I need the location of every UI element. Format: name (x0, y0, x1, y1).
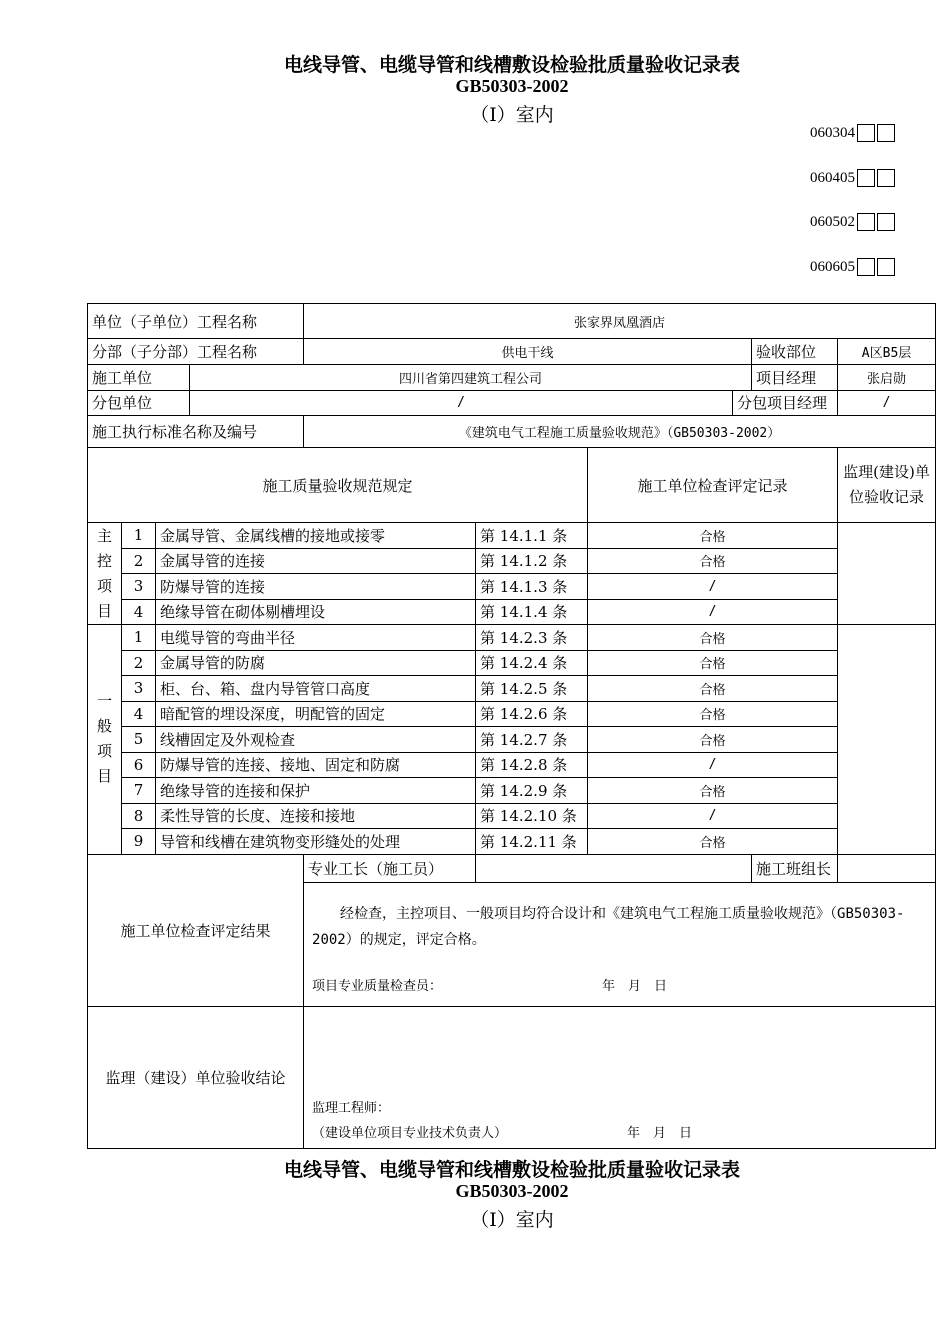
foreman-label: 专业工长（施工员） (304, 854, 476, 883)
code-checkbox[interactable] (857, 258, 875, 276)
code-number: 060304 (810, 125, 855, 141)
row-number: 3 (122, 574, 156, 600)
clause-ref: 第 14.1.4 条 (476, 599, 588, 625)
table-row (88, 803, 936, 829)
page-title: 电线导管、电缆导管和线槽敷设检验批质量验收记录表 (283, 54, 740, 76)
row-number: 1 (122, 625, 156, 651)
row-number: 4 (122, 701, 156, 727)
table-row (88, 752, 936, 778)
supervisor-header: 监理(建设)单位验收记录 (838, 448, 936, 523)
row-number: 2 (122, 650, 156, 676)
clause-ref: 第 14.2.5 条 (476, 676, 588, 702)
item-text: 绝缘导管在砌体剔槽埋设 (156, 599, 476, 625)
item-text: 导管和线槽在建筑物变形缝处的处理 (156, 829, 476, 855)
sub-value[interactable]: / (190, 390, 733, 416)
result-value[interactable]: / (588, 599, 838, 625)
evaluation-conclusion: 经检查，主控项目、一般项目均符合设计和《建筑电气工程施工质量验收规范》（GB50303-2002）的规定，评定合格。 (312, 906, 905, 948)
row-number: 7 (122, 778, 156, 804)
result-value[interactable]: / (588, 752, 838, 778)
main-items-label: 主控项目 (97, 526, 113, 620)
item-text: 防爆导管的连接、接地、固定和防腐 (156, 752, 476, 778)
result-value[interactable]: 合格 (588, 548, 838, 574)
table-row (88, 701, 936, 727)
table-row (88, 650, 936, 676)
team-leader-label: 施工班组长 (752, 854, 838, 883)
item-text: 绝缘导管的连接和保护 (156, 778, 476, 804)
result-value[interactable]: 合格 (588, 523, 838, 549)
row-number: 8 (122, 803, 156, 829)
sub-manager-label: 分包项目经理 (733, 390, 838, 416)
code-row-4 (810, 258, 895, 276)
part-label: 验收部位 (752, 339, 838, 365)
result-value[interactable]: / (588, 803, 838, 829)
clause-ref: 第 14.2.4 条 (476, 650, 588, 676)
item-text: 防爆导管的连接 (156, 574, 476, 600)
footer-standard: GB50303-2002 (455, 1181, 569, 1201)
foreman-value[interactable] (476, 854, 752, 883)
table-row (88, 829, 936, 855)
code-checkbox[interactable] (877, 169, 895, 187)
foreman-row (88, 854, 936, 883)
table-row (88, 574, 936, 600)
sub-manager-value[interactable]: / (838, 390, 936, 416)
part-value[interactable]: A区B5层 (838, 339, 936, 365)
row-number: 5 (122, 727, 156, 753)
contractor-label: 施工单位 (88, 365, 190, 391)
item-text: 线槽固定及外观检查 (156, 727, 476, 753)
footer-title: 电线导管、电缆导管和线槽敷设检验批质量验收记录表 (283, 1159, 740, 1181)
result-value[interactable]: 合格 (588, 701, 838, 727)
evaluation-label: 施工单位检查评定结果 (88, 854, 304, 1007)
item-text: 金属导管的连接 (156, 548, 476, 574)
table-row (88, 676, 936, 702)
clause-ref: 第 14.2.11 条 (476, 829, 588, 855)
item-text: 金属导管、金属线槽的接地或接零 (156, 523, 476, 549)
sub-label: 分包单位 (88, 390, 190, 416)
clause-ref: 第 14.1.3 条 (476, 574, 588, 600)
code-number: 060405 (810, 170, 855, 186)
supervisor-record-main[interactable] (838, 523, 936, 625)
code-row-1 (810, 124, 895, 142)
code-checkbox[interactable] (877, 213, 895, 231)
clause-ref: 第 14.1.2 条 (476, 548, 588, 574)
clause-ref: 第 14.2.8 条 (476, 752, 588, 778)
result-value[interactable]: 合格 (588, 676, 838, 702)
row-number: 3 (122, 676, 156, 702)
evaluation-cell (304, 883, 936, 1007)
spec-header: 施工质量验收规范规定 (88, 448, 588, 523)
code-checkbox[interactable] (857, 213, 875, 231)
table-row (88, 548, 936, 574)
result-value[interactable]: 合格 (588, 727, 838, 753)
contractor-value[interactable]: 四川省第四建筑工程公司 (190, 365, 752, 391)
code-number: 060502 (810, 214, 855, 230)
code-checkbox[interactable] (877, 124, 895, 142)
row-number: 9 (122, 829, 156, 855)
result-value[interactable]: 合格 (588, 625, 838, 651)
row-number: 2 (122, 548, 156, 574)
std-label: 施工执行标准名称及编号 (88, 416, 304, 448)
code-checkbox[interactable] (857, 169, 875, 187)
table-row (88, 778, 936, 804)
code-number: 060605 (810, 259, 855, 275)
table-row (88, 727, 936, 753)
contractor-row (88, 365, 936, 391)
manager-value[interactable]: 张启勋 (838, 365, 936, 391)
division-label: 分部（子分部）工程名称 (88, 339, 304, 365)
row-number: 6 (122, 752, 156, 778)
code-row-2 (810, 169, 895, 187)
item-text: 暗配管的埋设深度，明配管的固定 (156, 701, 476, 727)
evaluation-date: 年 月 日 (602, 979, 668, 994)
row-number: 4 (122, 599, 156, 625)
std-value[interactable]: 《建筑电气工程施工质量验收规范》（GB50303-2002） (304, 416, 936, 448)
supervision-cell (304, 1007, 936, 1149)
team-leader-value[interactable] (838, 854, 936, 883)
owner-label: （建设单位项目专业技术负责人） (312, 1126, 508, 1141)
inspector-label: 项目专业质量检查员： (312, 979, 443, 994)
project-label: 单位（子单位）工程名称 (88, 304, 304, 339)
project-value[interactable]: 张家界凤凰酒店 (304, 304, 936, 339)
clause-ref: 第 14.1.1 条 (476, 523, 588, 549)
result-value[interactable]: 合格 (588, 829, 838, 855)
division-value[interactable]: 供电干线 (304, 339, 752, 365)
project-row (88, 304, 936, 339)
clause-ref: 第 14.2.10 条 (476, 803, 588, 829)
item-text: 金属导管的防腐 (156, 650, 476, 676)
item-text: 柜、台、箱、盘内导管管口高度 (156, 676, 476, 702)
code-row-3 (810, 213, 895, 231)
standard-code: GB50303-2002 (455, 76, 569, 96)
clause-ref: 第 14.2.7 条 (476, 727, 588, 753)
supervision-row (88, 1007, 936, 1149)
item-text: 电缆导管的弯曲半径 (156, 625, 476, 651)
engineer-label: 监理工程师： (312, 1101, 391, 1116)
supervision-date: 年 月 日 (627, 1126, 693, 1141)
clause-ref: 第 14.2.9 条 (476, 778, 588, 804)
footer-subtitle: （Ⅰ）室内 (470, 1209, 554, 1231)
row-number: 1 (122, 523, 156, 549)
standard-row (88, 416, 936, 448)
clause-ref: 第 14.2.6 条 (476, 701, 588, 727)
inspector-line (312, 973, 927, 1000)
owner-line (312, 1121, 927, 1146)
code-checkbox[interactable] (857, 124, 875, 142)
table-row (88, 599, 936, 625)
code-checkbox[interactable] (877, 258, 895, 276)
clause-ref: 第 14.2.3 条 (476, 625, 588, 651)
supervisor-record-general[interactable] (838, 625, 936, 855)
table-row (88, 625, 936, 651)
record-header: 施工单位检查评定记录 (588, 448, 838, 523)
result-value[interactable]: 合格 (588, 650, 838, 676)
subcontractor-row (88, 390, 936, 416)
page-subtitle: （Ⅰ）室内 (470, 104, 554, 126)
inspection-form-table (87, 303, 936, 1149)
result-value[interactable]: / (588, 574, 838, 600)
manager-label: 项目经理 (752, 365, 838, 391)
table-row (88, 523, 936, 549)
general-items-label: 一般项目 (97, 692, 113, 786)
column-header-row (88, 448, 936, 523)
division-row (88, 339, 936, 365)
supervision-label: 监理（建设）单位验收结论 (88, 1007, 304, 1149)
item-text: 柔性导管的长度、连接和接地 (156, 803, 476, 829)
result-value[interactable]: 合格 (588, 778, 838, 804)
